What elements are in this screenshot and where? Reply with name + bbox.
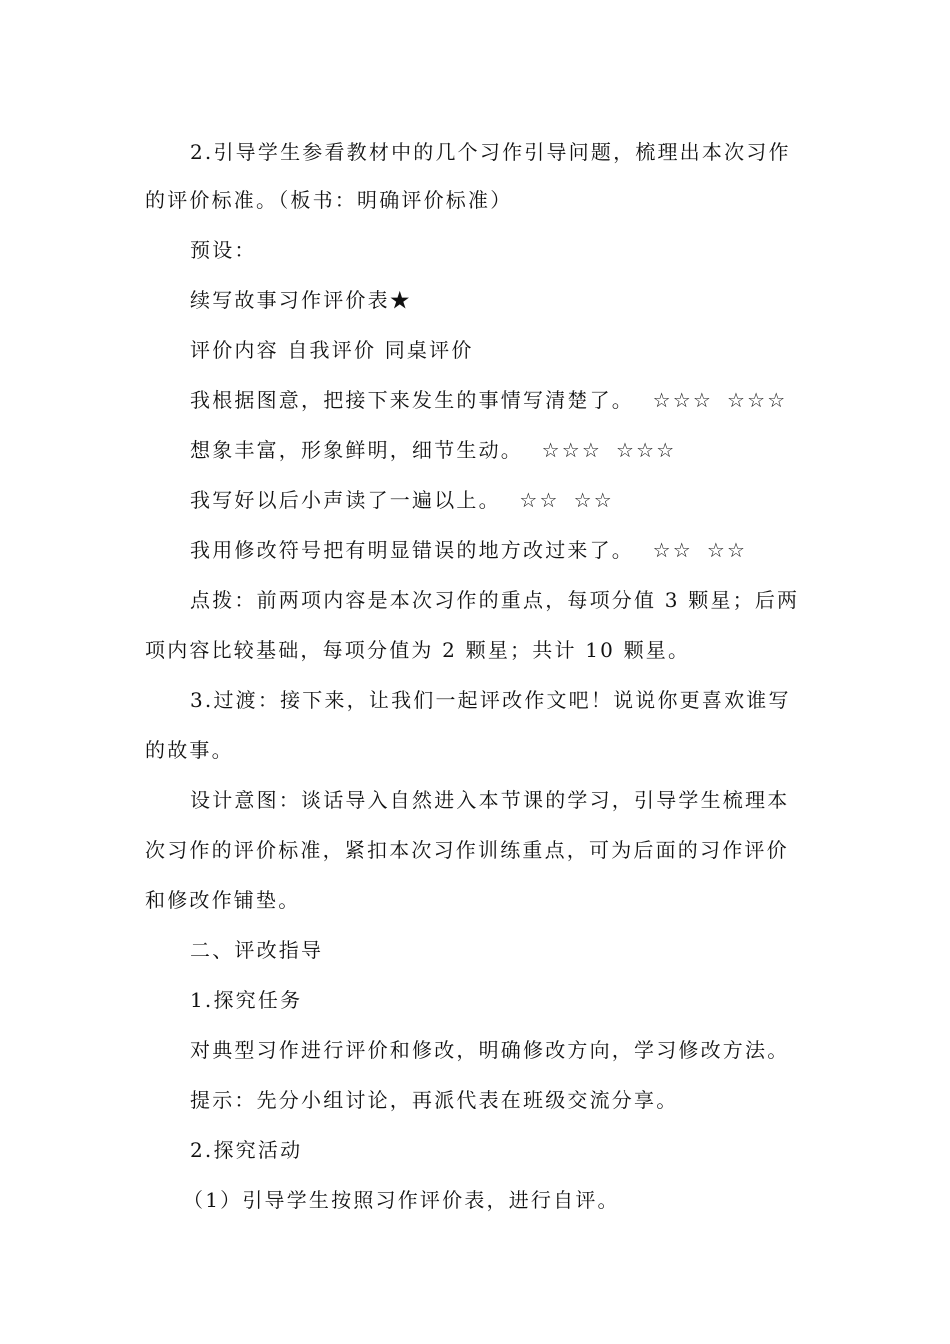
- peer-stars: ☆☆: [573, 488, 614, 512]
- paragraph-line: 2.引导学生参看教材中的几个习作引导问题，梳理出本次习作: [190, 140, 791, 164]
- self-stars: ☆☆☆: [652, 388, 713, 412]
- paragraph-line: 的故事。: [145, 738, 234, 762]
- paragraph-line: （1）引导学生按照习作评价表，进行自评。: [183, 1188, 620, 1212]
- paragraph-line: 设计意图：谈话导入自然进入本节课的学习，引导学生梳理本: [190, 788, 790, 812]
- peer-stars: ☆☆☆: [726, 388, 788, 412]
- criteria-text: 想象丰富，形象鲜明，细节生动。: [190, 438, 523, 462]
- self-stars: ☆☆: [652, 538, 693, 562]
- self-stars: ☆☆: [519, 488, 560, 512]
- paragraph-line: 项内容比较基础，每项分值为 2 颗星；共计 10 颗星。: [145, 638, 691, 662]
- paragraph-line: 的评价标准。（板书：明确评价标准）: [145, 188, 513, 212]
- paragraph-line: 3.过渡：接下来，让我们一起评改作文吧！说说你更喜欢谁写: [190, 688, 791, 712]
- subheading: 1.探究任务: [190, 988, 303, 1012]
- star-rating: [542, 436, 691, 464]
- table-title: 续写故事习作评价表★: [190, 288, 412, 312]
- paragraph-line: 和修改作铺垫。: [145, 888, 301, 912]
- section-heading: 二、评改指导: [190, 938, 324, 962]
- star-rating: [519, 486, 628, 514]
- star-rating: [653, 536, 762, 564]
- criteria-text: 我用修改符号把有明显错误的地方改过来了。: [190, 538, 634, 562]
- criteria-row: [190, 386, 801, 414]
- peer-stars: ☆☆: [706, 538, 748, 562]
- self-stars: ☆☆☆: [541, 438, 602, 462]
- criteria-row: [190, 436, 690, 464]
- criteria-text: 我根据图意，把接下来发生的事情写清楚了。: [190, 388, 634, 412]
- peer-stars: ☆☆☆: [615, 438, 677, 462]
- criteria-row: [190, 486, 628, 514]
- criteria-row: [190, 536, 761, 564]
- paragraph-line: 点拨：前两项内容是本次习作的重点，每项分值 3 颗星；后两: [190, 588, 800, 612]
- paragraph-line: 提示：先分小组讨论，再派代表在班级交流分享。: [190, 1088, 679, 1112]
- subheading: 2.探究活动: [190, 1138, 303, 1162]
- paragraph-line: 次习作的评价标准，紧扣本次习作训练重点，可为后面的习作评价: [145, 838, 789, 862]
- criteria-text: 我写好以后小声读了一遍以上。: [190, 488, 501, 512]
- paragraph-line: 预设：: [190, 238, 257, 262]
- paragraph-line: 对典型习作进行评价和修改，明确修改方向，学习修改方法。: [190, 1038, 790, 1062]
- table-header: 评价内容 自我评价 同桌评价: [190, 338, 474, 362]
- star-rating: [653, 386, 802, 414]
